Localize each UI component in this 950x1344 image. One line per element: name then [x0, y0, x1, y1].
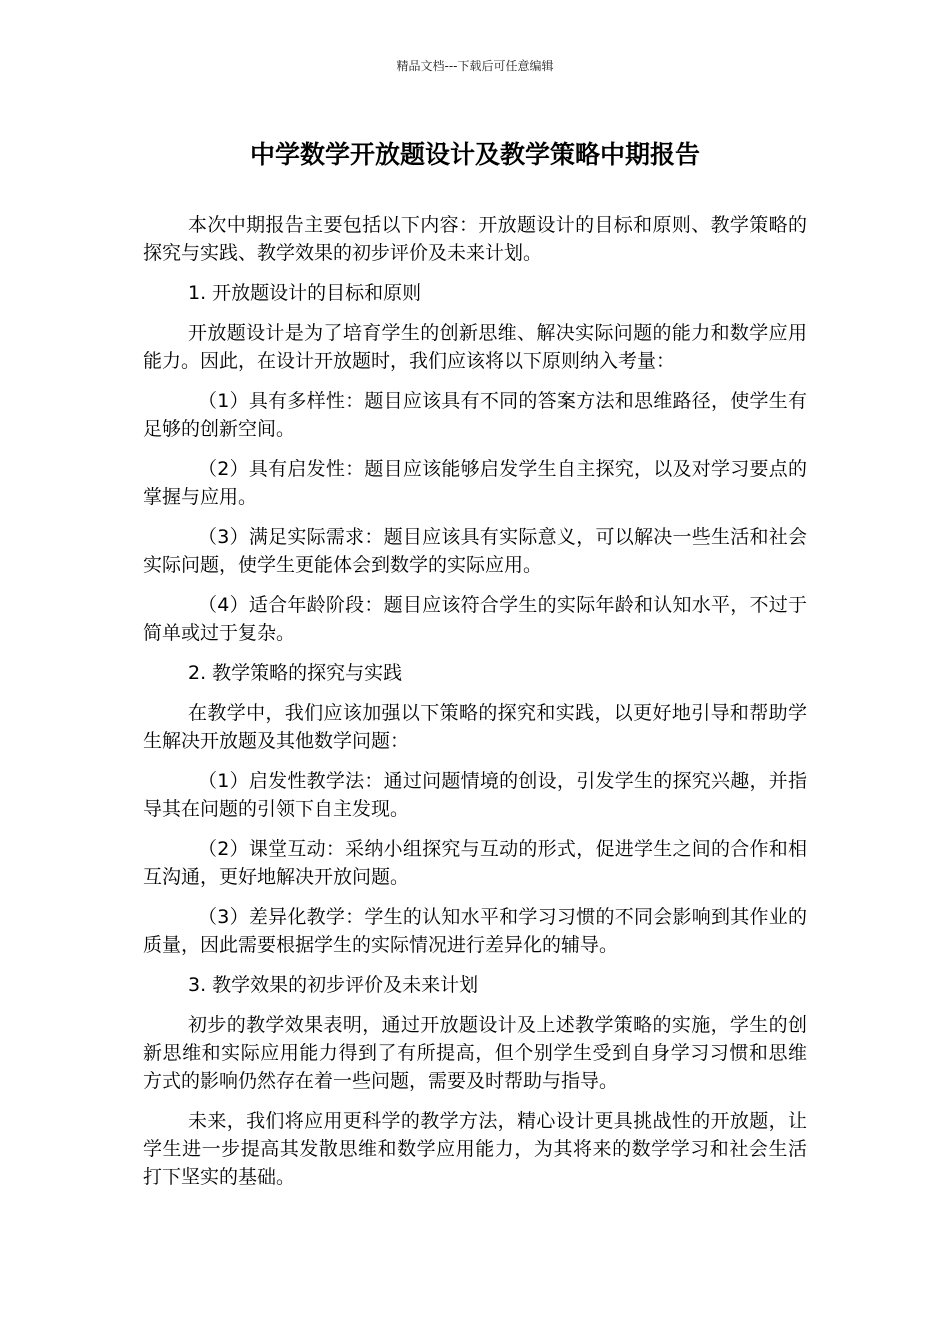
section-3-paragraph-1: 初步的教学效果表明，通过开放题设计及上述教学策略的实施，学生的创新思维和实际应用能力得到了有所提高，但个别学生受到自身学习习惯和思维方式的影响仍然存在着一些问题，需要及时帮助与指导。 [143, 1014, 807, 1092]
strategy-item-1: （1）启发性教学法：通过问题情境的创设，引发学生的探究兴趣，并指导其在问题的引领下自主发现。 [143, 770, 807, 820]
header-note: 精品文档---下载后可任意编辑 [396, 59, 554, 73]
document-body [143, 211, 807, 1203]
section-3-paragraph-2: 未来，我们将应用更科学的教学方法，精心设计更具挑战性的开放题，让学生进一步提高其发散思维和数学应用能力，为其将来的数学学习和社会生活打下坚实的基础。 [143, 1110, 807, 1188]
section-1-paragraph: 开放题设计是为了培育学生的创新思维、解决实际问题的能力和数学应用能力。因此，在设计开放题时，我们应该将以下原则纳入考量： [143, 322, 807, 372]
document-title: 中学数学开放题设计及教学策略中期报告 [249, 140, 700, 169]
principle-item-2: （2）具有启发性：题目应该能够启发学生自主探究，以及对学习要点的掌握与应用。 [143, 458, 807, 508]
principle-item-4: （4）适合年龄阶段：题目应该符合学生的实际年龄和认知水平，不过于简单或过于复杂。 [143, 594, 807, 644]
section-2-paragraph: 在教学中，我们应该加强以下策略的探究和实践，以更好地引导和帮助学生解决开放题及其他数学问题： [143, 702, 807, 752]
principle-item-1: （1）具有多样性：题目应该具有不同的答案方法和思维路径，使学生有足够的创新空间。 [143, 390, 807, 440]
strategy-item-2: （2）课堂互动：采纳小组探究与互动的形式，促进学生之间的合作和相互沟通，更好地解决开放问题。 [143, 838, 807, 888]
strategy-item-3: （3）差异化教学：学生的认知水平和学习习惯的不同会影响到其作业的质量，因此需要根据学生的实际情况进行差异化的辅导。 [143, 906, 807, 956]
section-heading-2: 2. 教学策略的探究与实践 [188, 662, 403, 684]
section-heading-1: 1. 开放题设计的目标和原则 [188, 282, 422, 304]
section-heading-3: 3. 教学效果的初步评价及未来计划 [188, 974, 479, 996]
principle-item-3: （3）满足实际需求：题目应该具有实际意义，可以解决一些生活和社会实际问题，使学生更能体会到数学的实际应用。 [143, 526, 807, 576]
intro-paragraph: 本次中期报告主要包括以下内容：开放题设计的目标和原则、教学策略的探究与实践、教学效果的初步评价及未来计划。 [143, 214, 807, 264]
